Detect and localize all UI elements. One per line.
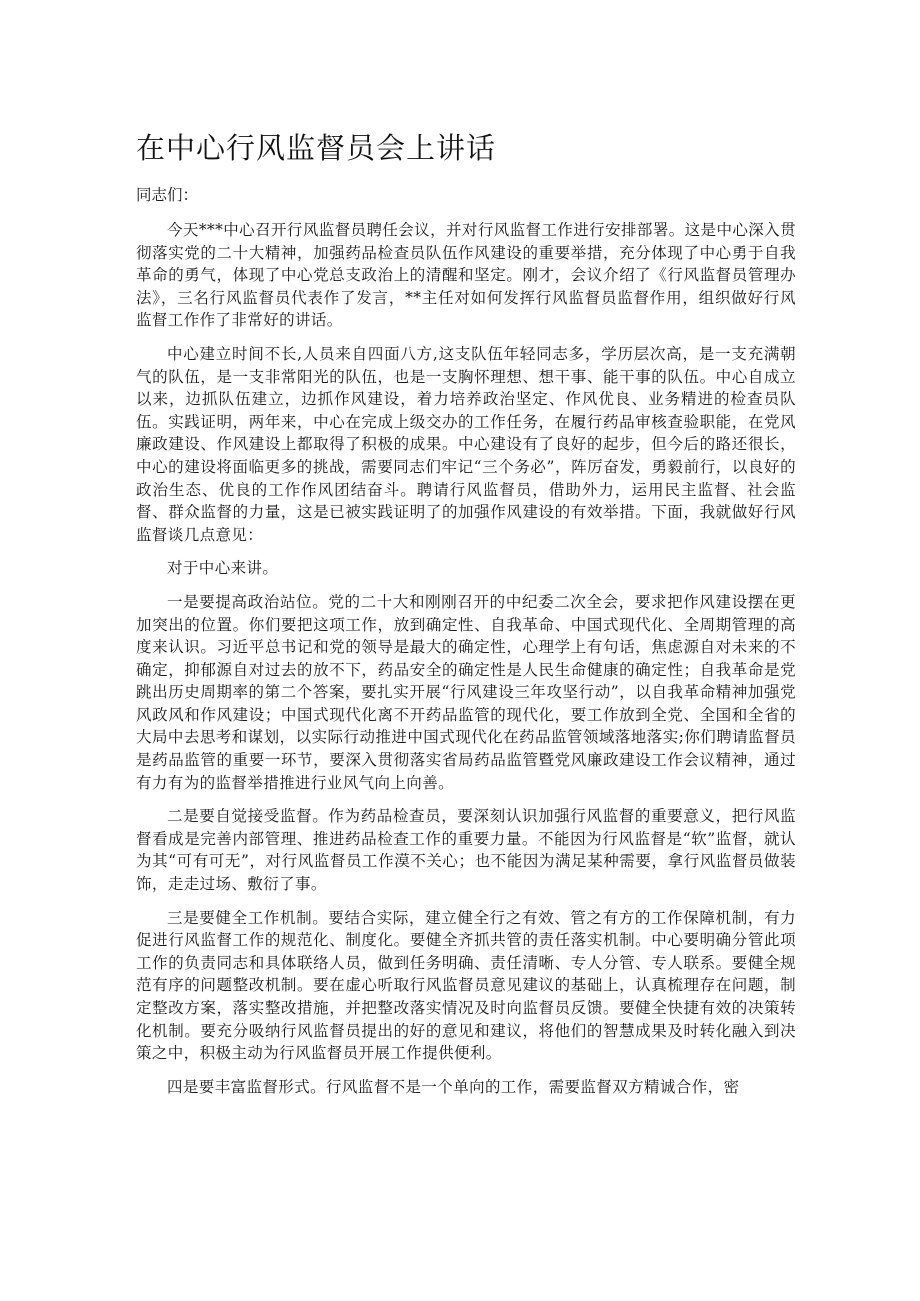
document-page — [136, 128, 796, 1109]
paragraph-point-three: 三是要健全工作机制。要结合实际，建立健全行之有效、管之有方的工作保障机制，有力促进行风监督工作的规范化、制度化。要健全齐抓共管的责任落实机制。中心要明确分管此项工作的负责同志和具体联络人员，做到任务明确、责任清晰、专人分管、专人联系。要健全规范有序的问题整改机制。要在虚心听取行风监督员意见建议的基础上，认真梳理存在问题，制定整改方案，落实整改措施，并把整改落实情况及时向监督员反馈。要健全快捷有效的决策转化机制。要充分吸纳行风监督员提出的好的意见和建议，将他们的智慧成果及时转化融入到决策之中，积极主动为行风监督员开展工作提供便利。 — [136, 908, 796, 1063]
salutation: 同志们： — [136, 186, 199, 204]
paragraph-point-two: 二是要自觉接受监督。作为药品检查员，要深刻认识加强行风监督的重要意义，把行风监督看成是完善内部管理、推进药品检查工作的重要力量。不能因为行风监督是“软”监督，就认为其“可有可无”，对行风监督员工作漠不关心；也不能因为满足某种需要，拿行风监督员做装饰，走走过场、敷衍了事。 — [136, 807, 796, 894]
paragraph-opening: 今天***中心召开行风监督员聘任会议，并对行风监督工作进行安排部署。这是中心深入贯彻落实党的二十大精神，加强药品检查员队伍作风建设的重要举措，充分体现了中心勇于自我革命的勇气，体现了中心党总支政治上的清醒和坚定。刚才，会议介绍了《行风监督员管理办法》，三名行风监督员代表作了发言，**主任对如何发挥行风监督员监督作用，组织做好行风监督工作作了非常好的讲话。 — [136, 221, 796, 330]
paragraph-point-one: 一是要提高政治站位。党的二十大和刚刚召开的中纪委二次全会，要求把作风建设摆在更加突出的位置。你们要把这项工作，放到确定性、自我革命、中国式现代化、全周期管理的高度来认识。习近平总书记和党的领导是最大的确定性，心理学上有句话，焦虑源自对未来的不确定，抑郁源自对过去的放不下，药品安全的确定性是人民生命健康的确定性；自我革命是党跳出历史周期率的第二个答案，要扎实开展“行风建设三年攻坚行动”，以自我革命精神加强党风政风和作风建设；中国式现代化离不开药品监管的现代化，要工作放到全党、全国和全省的大局中去思考和谋划，以实际行动推进中国式现代化在药品监管领域落地落实;你们聘请监督员是药品监管的重要一环节，要深入贯彻落实省局药品监管暨党风廉政建设工作会议精神，通过有力有为的监督举措推进行业风气向上向善。 — [136, 592, 796, 792]
paragraph-background: 中心建立时间不长,人员来自四面八方,这支队伍年轻同志多，学历层次高，是一支充满朝气的队伍，是一支非常阳光的队伍，也是一支胸怀理想、想干事、能干事的队伍。中心自成立以来，边抓队伍建立，边抓作风建设，着力培养政治坚定、作风优良、业务精进的检查员队伍。实践证明，两年来，中心在完成上级交办的工作任务，在履行药品审核查验职能，在党风廉政建设、作风建设上都取得了积极的成果。中心建设有了良好的起步，但今后的路还很长，中心的建设将面临更多的挑战，需要同志们牢记“三个务必”，阵厉奋发，勇毅前行，以良好的政治生态、优良的工作作风团结奋斗。聘请行风监督员，借助外力，运用民主监督、社会监督、群众监督的力量，这是已被实践证明了的加强作风建设的有效举措。下面，我就做好行风监督谈几点意见： — [136, 344, 796, 544]
paragraph-point-four: 四是要丰富监督形式。行风监督不是一个单向的工作，需要监督双方精诚合作，密 — [167, 1077, 740, 1096]
document-title: 在中心行风监督员会上讲话 — [136, 131, 497, 165]
paragraph-intro: 对于中心来讲。 — [167, 559, 279, 578]
